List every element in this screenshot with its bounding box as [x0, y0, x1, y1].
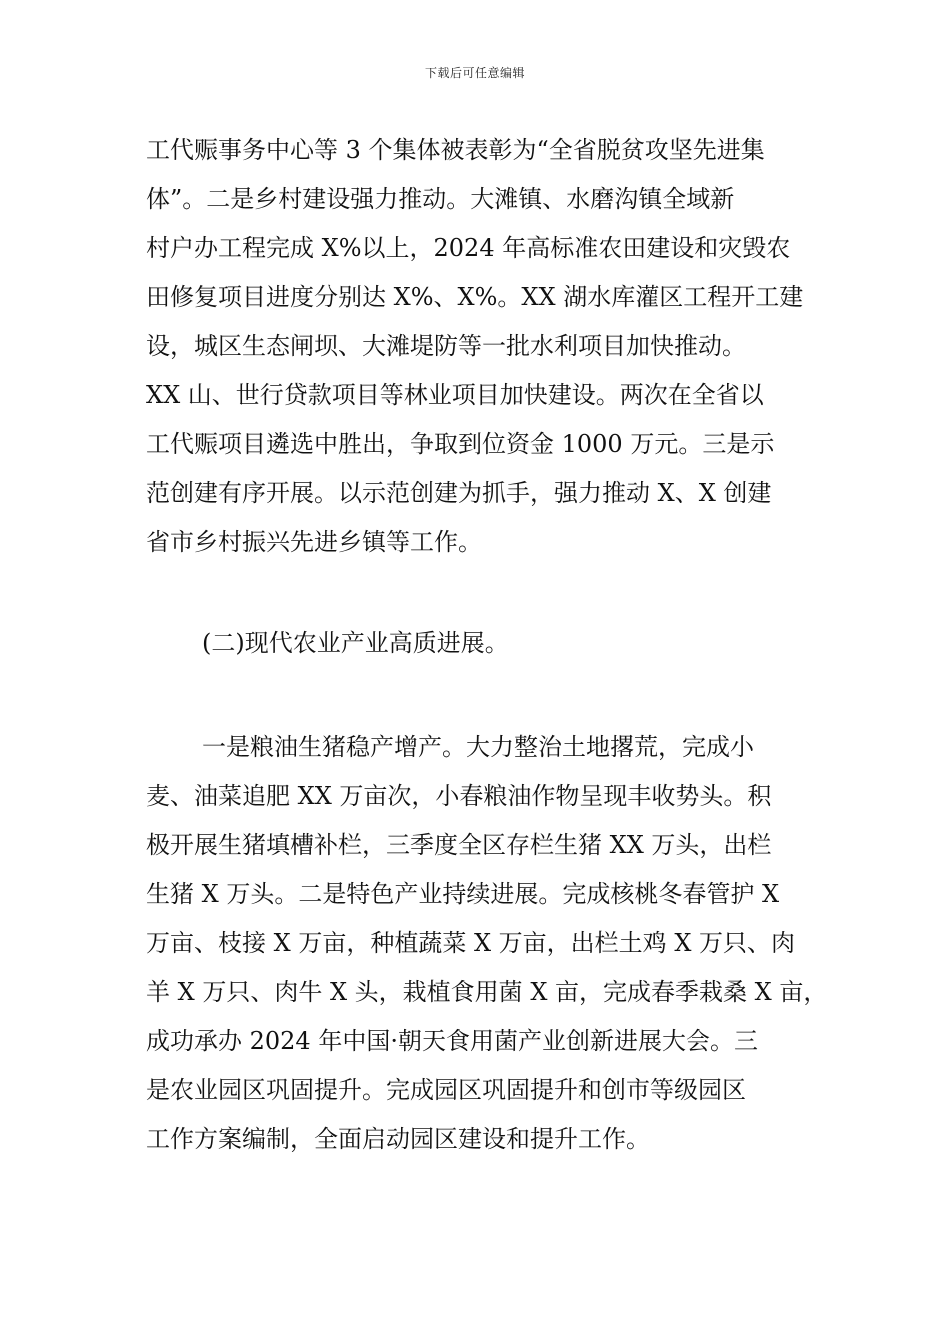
text-line: 体”。二是乡村建设强力推动。大滩镇、水磨沟镇全域新	[146, 185, 735, 213]
text-line: 麦、油菜追肥 XX 万亩次，小春粮油作物呈现丰收势头。积	[146, 782, 772, 810]
text-line: 工代赈事务中心等 3 个集体被表彰为“全省脱贫攻坚先进集	[146, 136, 765, 164]
text-line: 村户办工程完成 X%以上，2024 年高标准农田建设和灾毁农	[146, 234, 791, 262]
text-line: XX 山、世行贷款项目等林业项目加快建设。两次在全省以	[146, 381, 764, 409]
text-line: 万亩、枝接 X 万亩，种植蔬菜 X 万亩，出栏土鸡 X 万只、肉	[146, 929, 796, 957]
text-line: 工作方案编制，全面启动园区建设和提升工作。	[146, 1125, 650, 1153]
paragraph-modern-agriculture	[146, 723, 828, 1164]
text-line: 设，城区生态闸坝、大滩堤防等一批水利项目加快推动。	[146, 332, 746, 360]
text-line: 成功承办 2024 年中国·朝天食用菌产业创新进展大会。三	[146, 1027, 758, 1055]
paragraph-rural-construction	[146, 126, 814, 567]
text-line: 一是粮油生猪稳产增产。大力整治土地撂荒，完成小	[202, 733, 754, 761]
text-line: 羊 X 万只、肉牛 X 头，栽植食用菌 X 亩，完成春季栽桑 X 亩，	[146, 978, 828, 1006]
section-heading	[146, 619, 814, 668]
text-line: 生猪 X 万头。二是特色产业持续进展。完成核桃冬春管护 X	[146, 880, 780, 908]
text-line: 田修复项目进度分别达 X%、X%。XX 湖水库灌区工程开工建	[146, 283, 804, 311]
text-line: 极开展生猪填槽补栏，三季度全区存栏生猪 XX 万头，出栏	[146, 831, 772, 859]
text-line: 工代赈项目遴选中胜出，争取到位资金 1000 万元。三是示	[146, 430, 775, 458]
page-header: 下载后可任意编辑	[424, 66, 525, 80]
section-heading-text: (二)现代农业产业高质进展。	[202, 629, 509, 657]
text-line: 范创建有序开展。以示范创建为抓手，强力推动 X、X 创建	[146, 479, 772, 507]
text-line: 是农业园区巩固提升。完成园区巩固提升和创市等级园区	[146, 1076, 746, 1104]
text-line: 省市乡村振兴先进乡镇等工作。	[146, 528, 482, 556]
